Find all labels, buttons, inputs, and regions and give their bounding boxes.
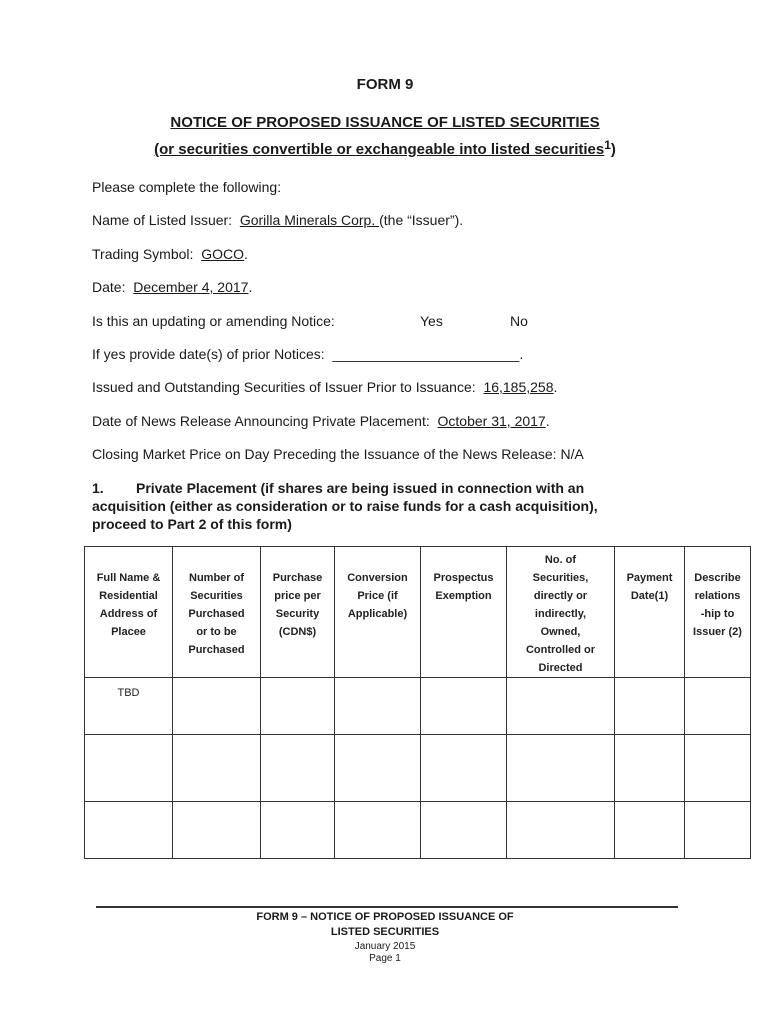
issuer-line [92,212,463,228]
date-label: Date: [92,279,126,295]
header-line: Describe [694,572,741,584]
table-header-cell [335,547,421,678]
table-header-row [85,547,751,678]
header-line: Placee [111,626,146,638]
header-text [685,569,750,641]
section-1-line3: proceed to Part 2 of this form) [92,516,292,532]
table-cell[interactable] [685,735,751,802]
table-cell[interactable] [615,678,685,735]
header-line: Applicable) [347,608,408,620]
table-cell[interactable] [85,735,173,802]
header-line: Purchase [272,572,323,584]
placee-table [84,546,751,859]
footnote-marker: 1 [604,138,611,152]
table-cell[interactable] [507,678,615,735]
footer-version: January 2015 [354,941,416,952]
table-header-cell [173,547,261,678]
footer-title-line1: FORM 9 – NOTICE OF PROPOSED ISSUANCE OF [256,911,514,923]
header-text [335,569,420,623]
header-text [85,569,172,641]
section-1-heading [92,479,692,533]
header-line: Exemption [435,590,492,602]
issuer-suffix: (the “Issuer”). [379,212,464,228]
header-line: Address of [99,608,158,620]
symbol-value: GOCO [201,246,244,262]
outstanding-line [92,379,557,395]
footer-page-number: Page 1 [369,953,401,964]
form-title: FORM 9 [356,76,414,93]
header-line: (CDN$) [278,626,317,638]
header-line: No. of [544,554,577,566]
header-line: Purchased [188,644,245,656]
table-header-cell [85,547,173,678]
footer-title-line2: LISTED SECURITIES [330,926,440,938]
header-line: Number of [189,572,244,584]
cell-value: TBD [117,687,140,699]
table-cell[interactable] [685,802,751,859]
subheading-text: (or securities convertible or exchangeable into listed securities [154,141,605,158]
header-line: Price (if [357,590,398,602]
outstanding-suffix: . [553,379,558,395]
table-cell[interactable] [335,735,421,802]
header-line: Issuer (2) [693,626,742,638]
amending-no-option[interactable]: No [510,313,528,329]
table-cell[interactable] [335,802,421,859]
table-cell[interactable] [421,802,507,859]
header-text [615,569,684,605]
amending-yes-option[interactable]: Yes [420,313,443,329]
table-header-cell [507,547,615,678]
header-text [173,569,260,659]
header-text [261,569,334,641]
header-line: Payment [626,572,673,584]
table-header-cell [615,547,685,678]
table-cell[interactable] [421,735,507,802]
closing-price-line: Closing Market Price on Day Preceding the Issuance of the News Release: N/A [92,446,584,462]
table-row [85,678,751,735]
table-cell[interactable] [615,735,685,802]
intro-text: Please complete the following: [92,179,282,195]
header-line: relations [694,590,741,602]
symbol-label: Trading Symbol: [92,246,194,262]
table-cell[interactable] [421,678,507,735]
prior-notices-suffix: . [519,346,524,362]
header-line: price per [274,590,321,602]
footer-rule [96,906,678,908]
header-line: or to be [196,626,237,638]
header-line: Purchased [188,608,245,620]
table-row [85,735,751,802]
table-cell[interactable] [173,678,261,735]
prior-notices-label: If yes provide date(s) of prior Notices: [92,346,325,362]
header-line: directly or [533,590,588,602]
news-release-value: October 31, 2017 [437,413,546,429]
section-1-number: 1. [92,480,104,496]
table-cell[interactable] [173,802,261,859]
table-row [85,802,751,859]
date-line [92,279,252,295]
symbol-suffix: . [243,246,248,262]
header-text [507,551,614,677]
header-line: indirectly, [534,608,587,620]
header-line: Prospectus [433,572,494,584]
subheading-close: ) [610,141,616,158]
header-text [421,569,506,605]
header-line: Residential [99,590,158,602]
amending-label: Is this an updating or amending Notice: [92,313,335,329]
table-cell[interactable] [261,678,335,735]
header-line: Securities, [532,572,589,584]
table-cell[interactable] [261,735,335,802]
news-release-suffix: . [545,413,550,429]
table-cell[interactable] [507,735,615,802]
table-header-cell [685,547,751,678]
table-header-cell [421,547,507,678]
section-1-line1: Private Placement (if shares are being issued in connection with an [136,480,585,496]
notice-heading: NOTICE OF PROPOSED ISSUANCE OF LISTED SECURITIES [170,114,600,131]
notice-subheading [0,138,770,158]
header-line: Controlled or [525,644,596,656]
issuer-value: Gorilla Minerals Corp. [239,212,380,228]
table-cell[interactable] [85,678,173,735]
table-cell[interactable] [335,678,421,735]
table-cell[interactable] [261,802,335,859]
table-cell[interactable] [615,802,685,859]
table-cell[interactable] [685,678,751,735]
news-release-line [92,413,550,429]
date-value: December 4, 2017 [133,279,249,295]
date-suffix: . [248,279,253,295]
symbol-line [92,246,248,262]
issuer-label: Name of Listed Issuer: [92,212,233,228]
prior-notices-blank[interactable]: ________________________ [332,346,520,362]
section-1-line2: acquisition (either as consideration or to raise funds for a cash acquisition), [92,498,598,514]
news-release-label: Date of News Release Announcing Private Placement: [92,413,430,429]
table-cell[interactable] [85,802,173,859]
header-line: Security [275,608,320,620]
header-line: Directed [538,662,583,674]
header-line: Conversion [347,572,408,584]
header-line: Securities [190,590,243,602]
header-line: -hip to [700,608,735,620]
table-header-cell [261,547,335,678]
table-cell[interactable] [173,735,261,802]
header-line: Full Name & [96,572,161,584]
outstanding-value: 16,185,258 [483,379,554,395]
table-cell[interactable] [507,802,615,859]
outstanding-label: Issued and Outstanding Securities of Issuer Prior to Issuance: [92,379,476,395]
prior-notices-line [92,346,523,362]
header-line: Owned, [540,626,581,638]
header-line: Date(1) [630,590,669,602]
